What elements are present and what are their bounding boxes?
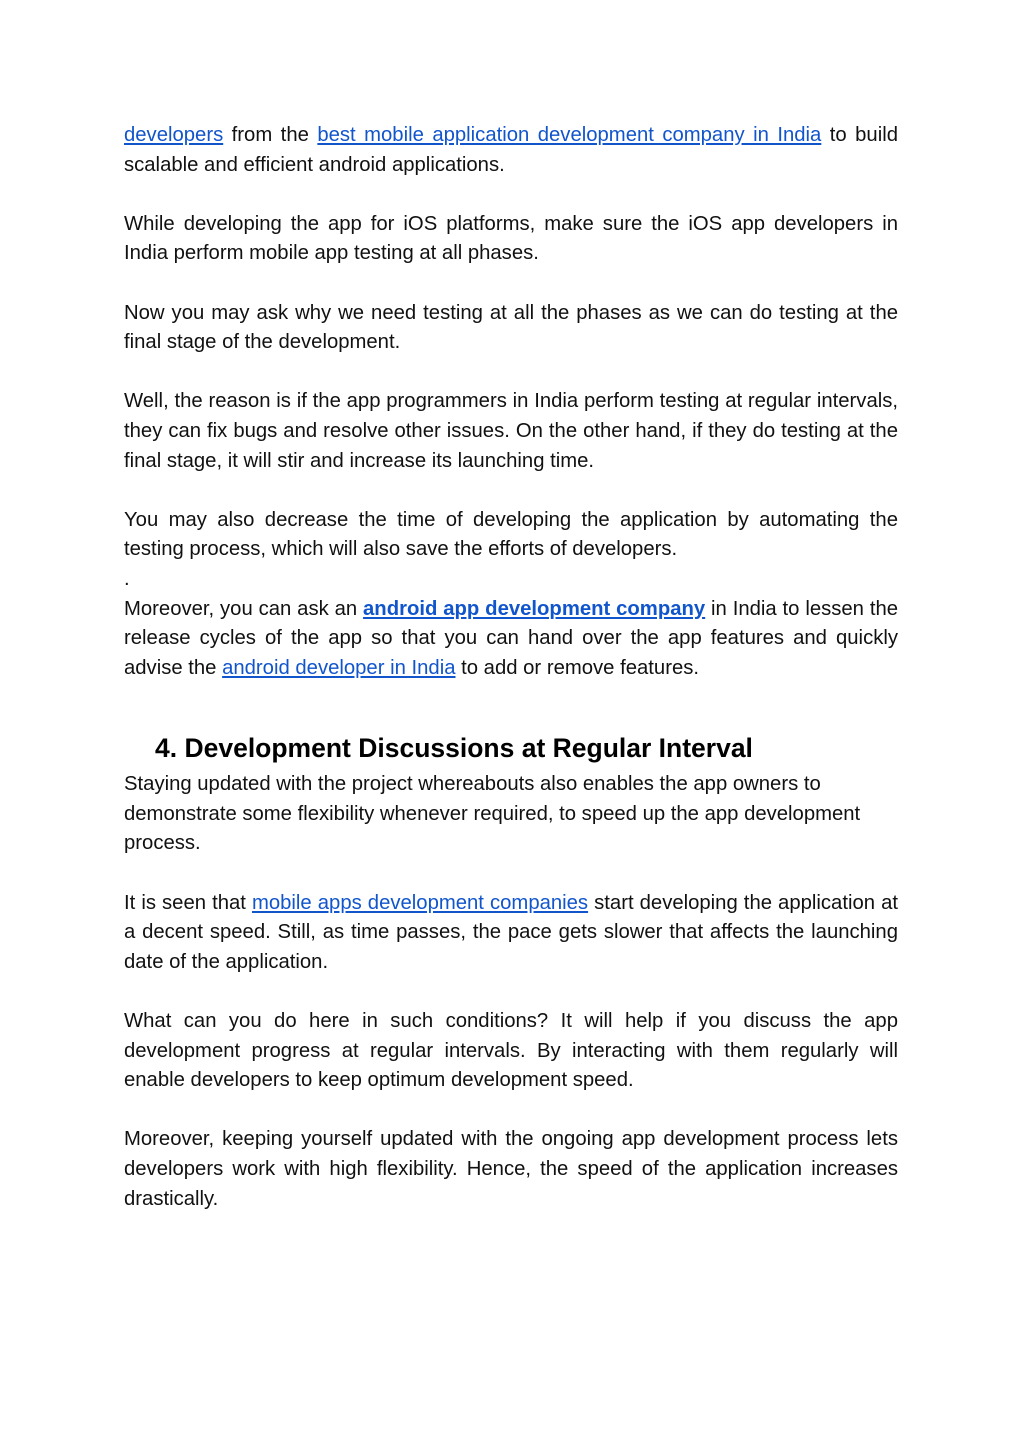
paragraph-gap [124,1096,898,1126]
text-fragment: to add or remove features. [455,656,700,679]
paragraph-flexibility: Moreover, keeping yourself updated with the ongoing app development process lets developers work with high flexibility. Hence, the speed of the application increases drastically. [124,1128,898,1210]
paragraph-gap [124,358,898,388]
text-fragment: from the [223,124,318,146]
link-developers[interactable]: developers [124,124,224,146]
link-android-developer-india[interactable]: android developer in India [222,656,456,679]
stray-dot: . [124,567,130,590]
paragraph-gap [124,180,898,210]
link-best-mobile-app-company[interactable]: best mobile application development company in India [317,124,822,146]
paragraph-gap [124,269,898,299]
paragraph-testing-question: Now you may ask why we need testing at all the phases as we can do testing at the final stage of the development. [124,301,898,354]
section-heading: 4. Development Discussions at Regular Interval [155,733,753,764]
text-fragment: in India to lessen the release cycles of the app so that you can hand over the app features and quickly advise the [124,597,899,679]
paragraph-gap [124,859,898,889]
paragraph-gap [124,977,898,1007]
paragraph-automation: You may also decrease the time of developing the application by automating the testing process, which will also save the efforts of developers. [124,508,898,561]
text-fragment: It is seen that [124,891,252,914]
paragraph-release-cycles [124,595,898,684]
paragraph-ios-testing: While developing the app for iOS platforms, make sure the iOS app developers in India perform mobile app testing at all phases. [124,212,898,265]
paragraph-decent-speed [124,889,898,978]
text-fragment: Moreover, you can ask an [124,597,364,620]
document-page [124,121,898,1214]
paragraph-hire-developers [124,121,898,180]
paragraph-discuss-progress: What can you do here in such conditions? It will help if you discuss the app development progress at regular intervals. By interacting with them regularly will enable developers to keep optimum development speed. [124,1010,898,1092]
text-fragment: start developing the application at a decent speed. Still, as time passes, the pace gets slower that affects the launching date of the application. [124,891,898,973]
link-mobile-apps-development-companies[interactable]: mobile apps development companies [251,891,589,914]
section-gap [124,683,898,731]
paragraph-staying-updated: Staying updated with the project whereabouts also enables the app owners to demonstrate some flexibility whenever required, to speed up the app development process. [124,773,861,855]
paragraph-testing-reason: Well, the reason is if the app programmers in India perform testing at regular intervals, they can fix bugs and resolve other issues. On the other hand, if they do testing at the final stage, it will stir and increase its launching time. [124,390,898,472]
text-fragment: to build scalable and efficient android applications. [124,124,898,176]
paragraph-gap [124,476,898,506]
link-android-app-development-company[interactable]: android app development company [363,597,706,620]
